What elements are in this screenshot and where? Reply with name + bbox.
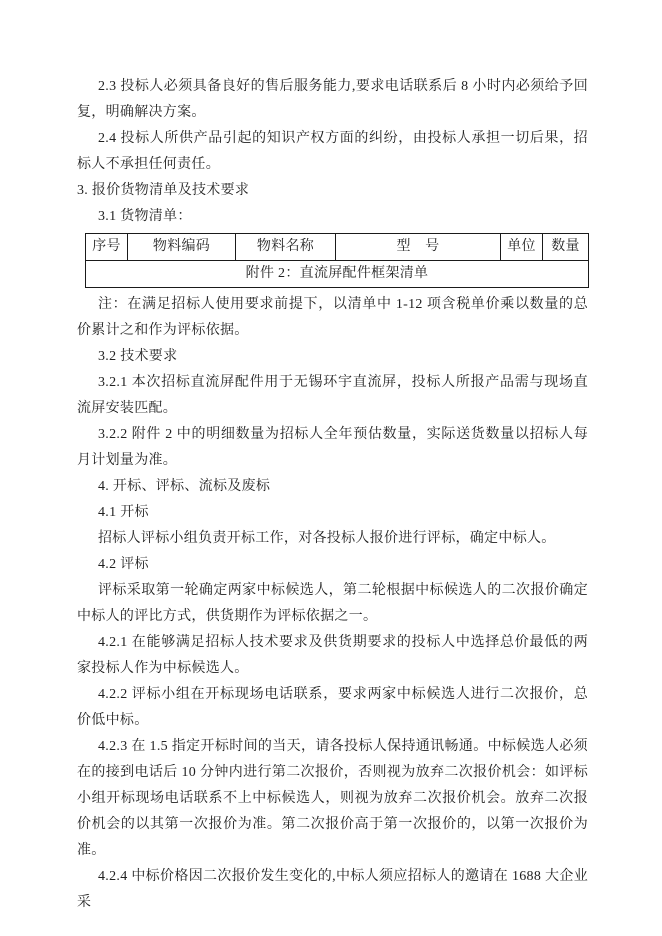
attachment-2-cell: 附件 2：直流屏配件框架清单 xyxy=(86,261,589,288)
heading-3: 3. 报价货物清单及技术要求 xyxy=(77,183,250,198)
heading-4-2: 4.2 评标 xyxy=(98,557,149,572)
heading-3-2: 3.2 技术要求 xyxy=(98,349,178,364)
para-4-2-2: 4.2.2 评标小组在开标现场电话联系，要求两家中标候选人进行二次报价，总价低中标。 xyxy=(77,687,588,728)
goods-table-merged-row xyxy=(86,261,589,288)
para-4-2-body: 评标采取第一轮确定两家中标候选人，第二轮根据中标候选人的二次报价确定中标人的评比方式，供货期作为评标依据之一。 xyxy=(77,583,588,624)
para-3-2-1: 3.2.1 本次招标直流屏配件用于无锡环宇直流屏，投标人所报产品需与现场直流屏安装匹配。 xyxy=(77,375,588,416)
goods-table-header-row xyxy=(86,234,589,261)
col-header-serial-number: 序号 xyxy=(86,234,128,261)
heading-4-1: 4.1 开标 xyxy=(98,505,149,520)
para-4-2-1: 4.2.1 在能够满足招标人技术要求及供货期要求的投标人中选择总价最低的两家投标人作为中标候选人。 xyxy=(77,635,588,676)
para-2-4: 2.4 投标人所供产品引起的知识产权方面的纠纷，由投标人承担一切后果，招标人不承担任何责任。 xyxy=(77,131,588,172)
para-4-2-3: 4.2.3 在 1.5 指定开标时间的当天，请各投标人保持通讯畅通。中标候选人必须在的接到电话后 10 分钟内进行第二次报价，否则视为放弃二次报价机会：如评标小组开标现场电话联系不上中标候选人，则视为放弃二次报价机会。放弃二次报价机会的以其第一次报价为准。第二次报价高于第一次报价的，以第一次报价为准。 xyxy=(77,739,588,858)
col-header-material-name: 物料名称 xyxy=(236,234,336,261)
para-4-1-body: 招标人评标小组负责开标工作，对各投标人报价进行评标，确定中标人。 xyxy=(98,531,556,546)
heading-4: 4. 开标、评标、流标及废标 xyxy=(98,479,271,494)
para-4-2-4: 4.2.4 中标价格因二次报价发生变化的,中标人须应招标人的邀请在 1688 大企业采 xyxy=(77,869,588,910)
col-header-unit: 单位 xyxy=(501,234,543,261)
para-3-2-2: 3.2.2 附件 2 中的明细数量为招标人全年预估数量，实际送货数量以招标人每月计划量为准。 xyxy=(77,427,588,468)
document-content xyxy=(77,74,588,916)
goods-list-table xyxy=(85,233,589,288)
col-header-model: 型 号 xyxy=(336,234,501,261)
heading-3-1: 3.1 货物清单： xyxy=(98,209,192,224)
col-header-quantity: 数量 xyxy=(543,234,589,261)
col-header-material-code: 物料编码 xyxy=(128,234,236,261)
para-note: 注：在满足招标人使用要求前提下，以清单中 1-12 项含税单价乘以数量的总价累计之和作为评标依据。 xyxy=(77,297,588,338)
para-2-3: 2.3 投标人必须具备良好的售后服务能力,要求电话联系后 8 小时内必须给予回复，明确解决方案。 xyxy=(77,79,588,120)
